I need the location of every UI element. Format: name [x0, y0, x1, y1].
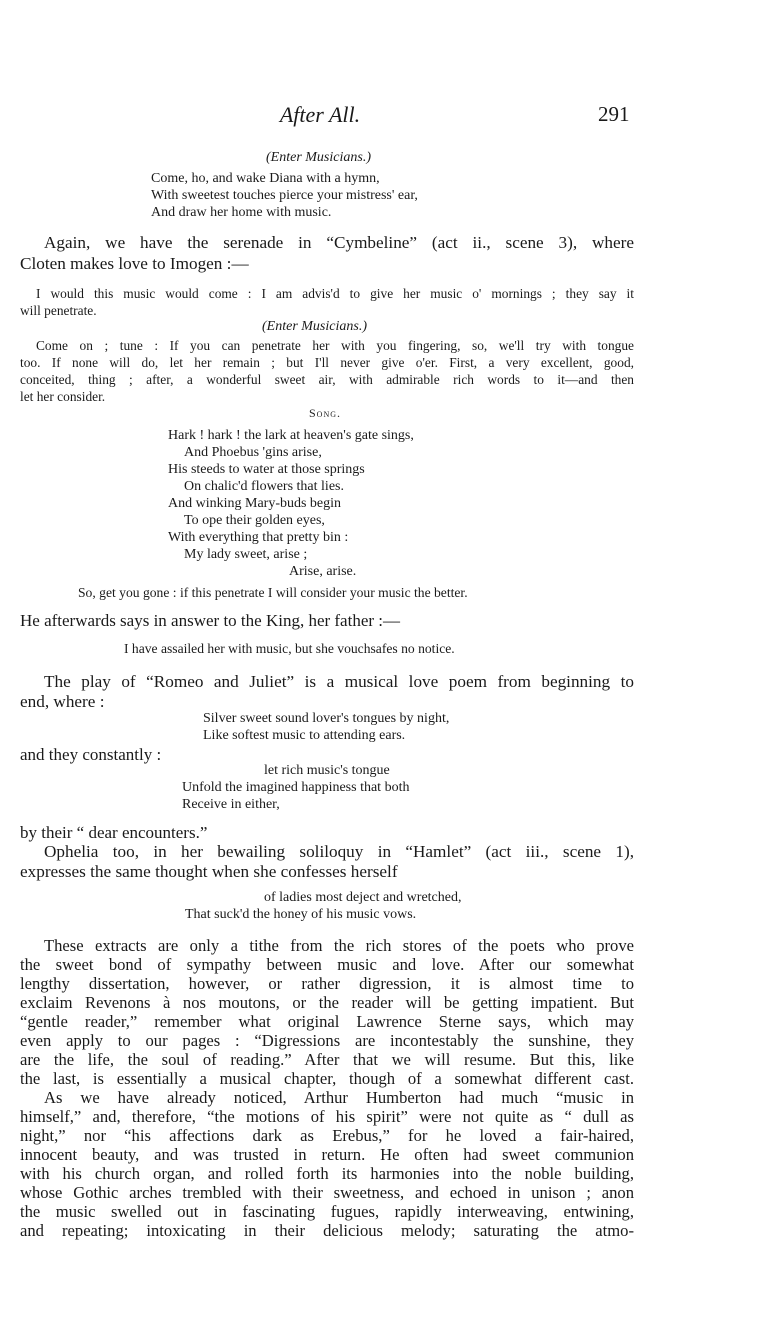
- paragraph-line: Ophelia too, in her bewailing soliloquy in “Hamlet” (act iii., scene 1),: [44, 842, 634, 861]
- song-line: Hark ! hark ! the lark at heaven's gate sings,: [168, 428, 414, 443]
- paragraph-line: with his church organ, and rolled forth its harmonies into the noble building,: [20, 1164, 634, 1183]
- paragraph-line: Again, we have the serenade in “Cymbeline” (act ii., scene 3), where: [44, 233, 634, 252]
- speech-line: Come on ; tune : If you can penetrate her with you fingering, so, we'll try with tongue: [36, 338, 634, 353]
- paragraph-line: even apply to our pages : “Digressions are incontestably the sunshine, they: [20, 1031, 634, 1050]
- song-line: My lady sweet, arise ;: [184, 547, 308, 562]
- speech-line: So, get you gone : if this penetrate I will consider your music the better.: [78, 585, 468, 600]
- paragraph-line: are the life, the soul of reading.” After that we will resume. But this, like: [20, 1050, 634, 1069]
- paragraph-line: lengthy dissertation, however, or rather digression, it is almost time to: [20, 974, 634, 993]
- verse-line: Like softest music to attending ears.: [203, 728, 406, 743]
- song-heading: Song.: [309, 406, 342, 420]
- speech-line: I would this music would come : I am advis'd to give her music o' mornings ; they say it: [36, 286, 634, 301]
- page-number: 291: [598, 102, 630, 126]
- song-line: And Phoebus 'gins arise,: [184, 445, 322, 460]
- stage-direction: (Enter Musicians.): [262, 319, 367, 334]
- paragraph-line: the sweet bond of sympathy between music and love. After our somewhat: [20, 955, 634, 974]
- paragraph-line: the music swelled out in fascinating fugues, rapidly interweaving, entwining,: [20, 1202, 634, 1221]
- verse-line: Silver sweet sound lover's tongues by night,: [203, 711, 450, 726]
- paragraph-line: These extracts are only a tithe from the rich stores of the poets who prove: [44, 936, 634, 955]
- stage-direction: (Enter Musicians.): [266, 150, 371, 165]
- paragraph-line: Cloten makes love to Imogen :—: [20, 254, 249, 273]
- speech-line: too. If none will do, let her remain ; but I'll never give o'er. First, a very excellent, good,: [20, 355, 634, 370]
- song-line: And winking Mary-buds begin: [168, 496, 342, 511]
- running-title: After All.: [279, 102, 361, 127]
- paragraph-line: whose Gothic arches trembled with their sweetness, and echoed in unison ; anon: [20, 1183, 634, 1202]
- quote-line: I have assailed her with music, but she vouchsafes no notice.: [124, 641, 455, 656]
- verse-line: Receive in either,: [182, 797, 280, 812]
- paragraph-line: He afterwards says in answer to the King, her father :—: [20, 611, 401, 630]
- verse-line: Unfold the imagined happiness that both: [182, 780, 410, 795]
- paragraph-line: and they constantly :: [20, 745, 162, 764]
- verse-line: With sweetest touches pierce your mistress' ear,: [151, 188, 418, 203]
- song-line: To ope their golden eyes,: [184, 513, 325, 528]
- running-head: [0, 100, 757, 132]
- paragraph-line: and repeating; intoxicating in their delicious melody; saturating the atmo-: [20, 1221, 634, 1240]
- song-line: With everything that pretty bin :: [168, 530, 349, 545]
- verse-line: And draw her home with music.: [151, 205, 332, 220]
- paragraph-line: himself,” and, therefore, “the motions of his spirit” were not quite as “ dull as: [20, 1107, 634, 1126]
- paragraph-line: The play of “Romeo and Juliet” is a musical love poem from beginning to: [44, 672, 634, 691]
- song-line: Arise, arise.: [289, 564, 357, 579]
- verse-line: That suck'd the honey of his music vows.: [185, 907, 417, 922]
- speech-line: will penetrate.: [20, 303, 97, 318]
- paragraph-line: night,” nor “his affections dark as Erebus,” for he loved a fair-haired,: [20, 1126, 634, 1145]
- song-line: His steeds to water at those springs: [168, 462, 365, 477]
- paragraph-line: expresses the same thought when she confesses herself: [20, 862, 398, 881]
- verse-line: Come, ho, and wake Diana with a hymn,: [151, 171, 380, 186]
- song-line: On chalic'd flowers that lies.: [184, 479, 344, 494]
- verse-line: of ladies most deject and wretched,: [264, 890, 462, 905]
- paragraph-line: exclaim Revenons à nos moutons, or the reader will be getting impatient. But: [20, 993, 634, 1012]
- paragraph-line: “gentle reader,” remember what original Lawrence Sterne says, which may: [20, 1012, 634, 1031]
- paragraph-line: end, where :: [20, 692, 105, 711]
- verse-line: let rich music's tongue: [264, 763, 390, 778]
- speech-line: let her consider.: [20, 389, 106, 404]
- paragraph-line: As we have already noticed, Arthur Humberton had much “music in: [44, 1088, 634, 1107]
- speech-line: conceited, thing ; after, a wonderful sweet air, with admirable rich words to it—and then: [20, 372, 634, 387]
- paragraph-line: by their “ dear encounters.”: [20, 823, 208, 842]
- paragraph-line: the last, is essentially a musical chapter, though of a somewhat different cast.: [20, 1069, 634, 1088]
- paragraph-line: innocent beauty, and was trusted in return. He often had sweet communion: [20, 1145, 634, 1164]
